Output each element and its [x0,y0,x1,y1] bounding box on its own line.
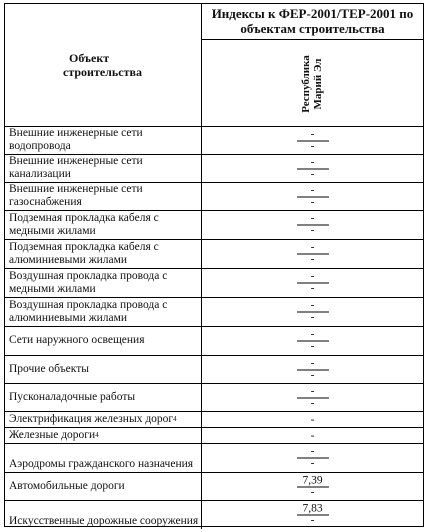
value-denominator: - [310,457,315,470]
row-name: Внешние инженерные сети газоснабжения [5,183,202,210]
row-name-text: Электрификация железных дорог [9,412,174,425]
value-denominator: - [310,253,315,266]
value-fraction [202,330,423,353]
value-fraction [202,386,423,409]
value-numerator: - [297,386,329,398]
value-fraction [202,301,423,324]
value-numerator: - [297,330,329,342]
value-numerator: - [297,358,329,370]
value-fraction [202,185,423,208]
row-name: Электрификация железных дорог 4 [5,412,202,427]
table-row [5,211,423,240]
value-numerator: 7,39 [297,475,329,487]
table-row [5,356,423,384]
row-value [202,269,423,297]
value-numerator: - [297,157,329,169]
row-name: Искусственные дорожные сооружения [5,501,202,529]
row-value [202,327,423,355]
value-fraction [202,243,423,266]
value-numerator: 7,83 [297,504,329,516]
value-fraction [202,447,423,470]
object-label-line1: Объект [69,51,110,65]
value-denominator: - [310,282,315,295]
value-denominator: - [310,168,315,180]
row-name-text: Железные дороги [9,428,96,441]
row-name: Сети наружного освещения [5,327,202,355]
row-value [202,428,423,443]
value-numerator: - [297,272,329,284]
row-name: Внешние инженерные сети канализации [5,155,202,182]
row-name: Внешние инженерные сети водопровода [5,127,202,154]
region-header-cell [202,41,423,126]
table-row [5,501,423,529]
value-numerator: - [297,129,329,141]
value-numerator: - [297,185,329,197]
table-row [5,298,423,327]
row-name: Аэродромы гражданского назначения [5,444,202,472]
region-label: Республика Марий Эл [300,55,324,113]
value-denominator: - [310,486,315,498]
row-name: Воздушная прокладка провода с медными жилами [5,269,202,297]
row-name: Железные дороги 4 [5,428,202,443]
value-denominator: - [310,196,315,208]
row-value [202,240,423,268]
row-name: Пусконаладочные работы [5,384,202,411]
value-denominator: - [310,340,315,353]
value-denominator: - [310,397,315,409]
object-label-line2: строительства [63,65,142,79]
value-denominator: - [310,311,315,324]
row-name: Прочие объекты [5,356,202,383]
row-name: Подземная прокладка кабеля с медными жилами [5,211,202,239]
row-value [202,155,423,182]
row-name: Автомобильные дороги [5,473,202,500]
indices-column-header [202,4,423,126]
value-fraction [202,157,423,180]
value-denominator: - [310,224,315,237]
row-value [202,501,423,529]
row-value [202,183,423,210]
value-numerator: - [297,214,329,226]
object-label [63,51,143,79]
value-numerator: - [297,447,329,459]
value-fraction [202,475,423,498]
table-row [5,183,423,211]
row-name: Воздушная прокладка провода с алюминиевыми жилами [5,298,202,326]
table-row [5,127,423,155]
table-row [5,444,423,473]
value-single: - [310,429,315,442]
object-column-header [5,4,202,126]
value-denominator: - [310,369,315,381]
table-row [5,327,423,356]
value-fraction [202,214,423,237]
value-numerator: - [297,243,329,255]
table-body [5,127,423,529]
indices-title: Индексы к ФЕР-2001/ТЕР-2001 по объектам строительства [202,4,423,40]
row-value [202,444,423,472]
value-fraction [202,129,423,152]
table-row [5,384,423,412]
table-row [5,269,423,298]
value-fraction [202,504,423,527]
row-value [202,473,423,500]
row-value [202,412,423,427]
indices-table [4,3,424,527]
value-fraction [202,358,423,381]
row-value [202,298,423,326]
table-row [5,412,423,428]
row-name: Подземная прокладка кабеля с алюминиевыми жилами [5,240,202,268]
table-row [5,428,423,444]
value-numerator: - [297,301,329,313]
value-denominator: - [310,140,315,152]
value-denominator: - [310,514,315,527]
table-header [5,4,423,127]
row-value [202,356,423,383]
row-value [202,211,423,239]
row-value [202,127,423,154]
row-value [202,384,423,411]
value-fraction [202,272,423,295]
table-row [5,240,423,269]
table-row [5,155,423,183]
value-single: - [310,413,315,426]
table-row [5,473,423,501]
